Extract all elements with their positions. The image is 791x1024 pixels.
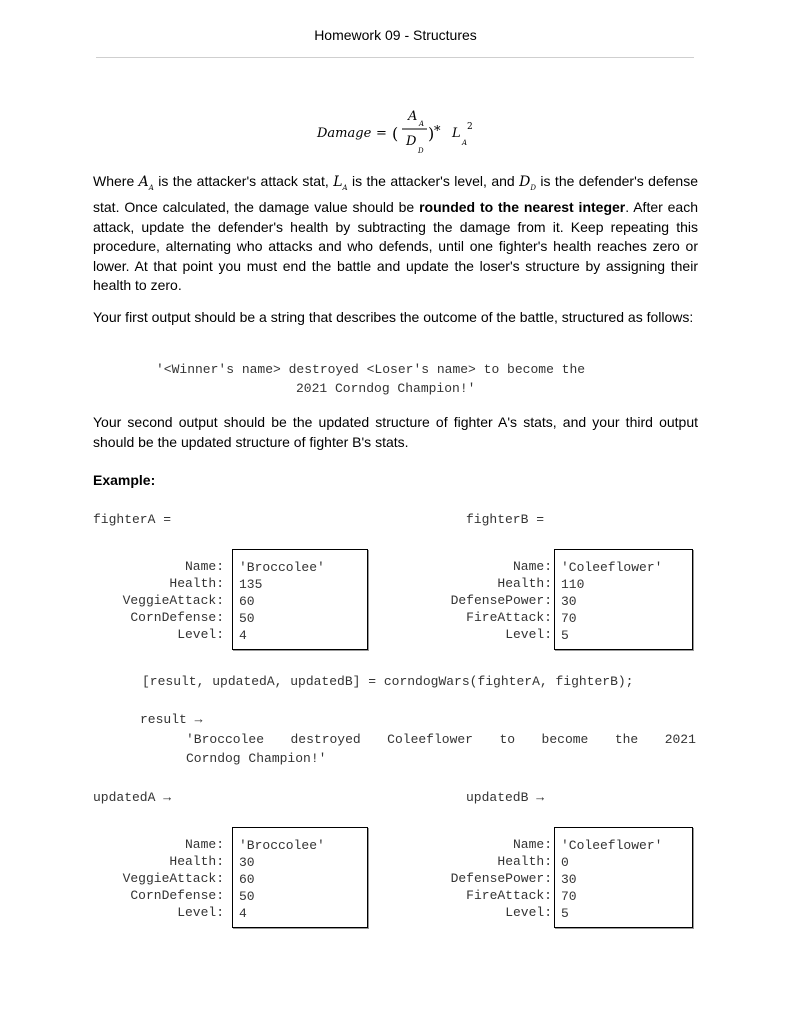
fighterA-values-box [232, 549, 368, 650]
result-word: Coleeflower [387, 732, 473, 747]
struct-field-label: Level: [505, 905, 552, 920]
example-heading: Example: [93, 472, 156, 488]
result-word: to [499, 732, 516, 747]
struct-field-value: 50 [239, 611, 255, 626]
struct-field-label: DefensePower: [450, 593, 552, 608]
formula-exponent: 2 [467, 122, 473, 132]
bold-rounding-note: rounded to the nearest integer [419, 199, 626, 216]
result-word: 'Broccolee [186, 732, 265, 747]
output-template-line2: 2021 Corndog Champion!' [296, 381, 476, 396]
formula-right-paren: ) [428, 124, 435, 143]
formula-numerator-sub: A [419, 120, 425, 128]
struct-field-label: VeggieAttack: [122, 871, 224, 886]
result-word: the [614, 732, 639, 747]
formula-left-paren: ( [392, 124, 399, 143]
struct-field-value: 110 [561, 577, 585, 592]
struct-field-label: Health: [169, 854, 224, 869]
struct-field-value: 50 [239, 889, 255, 904]
struct-field-label: Health: [497, 576, 552, 591]
struct-field-value: 4 [239, 628, 247, 643]
header-divider [96, 57, 694, 58]
struct-field-label: Health: [497, 854, 552, 869]
formula-lhs: Damage [317, 126, 372, 141]
struct-field-value: 5 [561, 628, 569, 643]
struct-field-value: 60 [239, 594, 255, 609]
struct-field-label: FireAttack: [466, 888, 552, 903]
result-word: destroyed [290, 732, 361, 747]
fighterA-label: fighterA = [93, 512, 172, 527]
struct-field-label: FireAttack: [466, 610, 552, 625]
formula-numerator: A [408, 109, 418, 124]
struct-field-value: 135 [239, 577, 263, 592]
struct-field-label: CornDefense: [130, 610, 224, 625]
page-header-title: Homework 09 - Structures [314, 27, 477, 43]
formula-denominator-sub: D [418, 147, 424, 155]
struct-field-label: Level: [505, 627, 552, 642]
struct-field-label: VeggieAttack: [122, 593, 224, 608]
first-output-paragraph: Your first output should be a string that describes the outcome of the battle, structured as follows: [93, 309, 694, 325]
struct-field-label: DefensePower: [450, 871, 552, 886]
struct-field-value: 'Broccolee' [239, 838, 325, 853]
defense-var: $D_D$ [519, 174, 536, 192]
struct-field-label: Name: [512, 559, 552, 574]
struct-field-value: 70 [561, 889, 577, 904]
fighterB-label: fighterB = [466, 512, 545, 527]
formula-level-sub: A [462, 139, 468, 147]
updatedB-label: updatedB → [466, 790, 545, 805]
struct-field-label: Name: [512, 837, 552, 852]
struct-field-value: 70 [561, 611, 577, 626]
attack-var: $A_A$ [138, 174, 154, 192]
output-template-line1: '<Winner's name> destroyed <Loser's name> to become the [156, 362, 586, 377]
fighterB-struct [420, 549, 695, 649]
level-var: $L_A$ [333, 174, 348, 192]
struct-field-label: Level: [177, 905, 224, 920]
struct-field-label: CornDefense: [130, 888, 224, 903]
function-call-line: [result, updatedA, updatedB] = corndogWars(fighterA, fighterB); [142, 674, 634, 689]
struct-field-value: 30 [561, 594, 577, 609]
result-line2: Corndog Champion!' [186, 751, 327, 766]
second-output-paragraph: Your second output should be the updated structure of fighter A's stats, and your third output should be the updated structure of fighter B's stats. [93, 414, 698, 450]
struct-field-value: 'Coleeflower' [561, 560, 663, 575]
struct-field-value: 0 [561, 855, 569, 870]
updatedA-label: updatedA → [93, 790, 172, 805]
updatedB-values-box [554, 827, 693, 928]
formula-times: * [434, 124, 441, 139]
struct-field-label: Level: [177, 627, 224, 642]
struct-field-label: Health: [169, 576, 224, 591]
struct-field-value: 30 [561, 872, 577, 887]
fighterA-struct [100, 549, 370, 649]
struct-field-label: Name: [184, 559, 224, 574]
struct-field-label: Name: [184, 837, 224, 852]
struct-field-value: 30 [239, 855, 255, 870]
result-word: become [541, 732, 589, 747]
result-word: 2021 [664, 732, 696, 747]
result-line1 [186, 732, 696, 747]
formula-level: L [452, 126, 461, 141]
struct-field-value: 60 [239, 872, 255, 887]
struct-field-value: 4 [239, 906, 247, 921]
updatedA-values-box [232, 827, 368, 928]
formula-equals: = [376, 126, 387, 141]
updatedB-struct [420, 827, 695, 927]
updatedA-struct [100, 827, 370, 927]
description-paragraph: Where $A_A$ is the attacker's attack stat, $L_A$ is the attacker's level, and $D_D$ is the defender's defense stat. Once calculated, the damage value should be rounded to the nearest integer. After each attack, update the defender's health by subtracting the damage from it. Keep repeating this procedure, alternating who attacks and who defends, until one fighter's health reaches zero or lower. At that point you must end the battle and update the loser's structure by assigning their health to zero. [93, 173, 698, 294]
damage-formula [316, 104, 496, 164]
formula-denominator: D [406, 134, 417, 149]
result-label: result → [140, 712, 203, 727]
struct-field-value: 'Coleeflower' [561, 838, 663, 853]
fighterB-values-box [554, 549, 693, 650]
struct-field-value: 5 [561, 906, 569, 921]
struct-field-value: 'Broccolee' [239, 560, 325, 575]
